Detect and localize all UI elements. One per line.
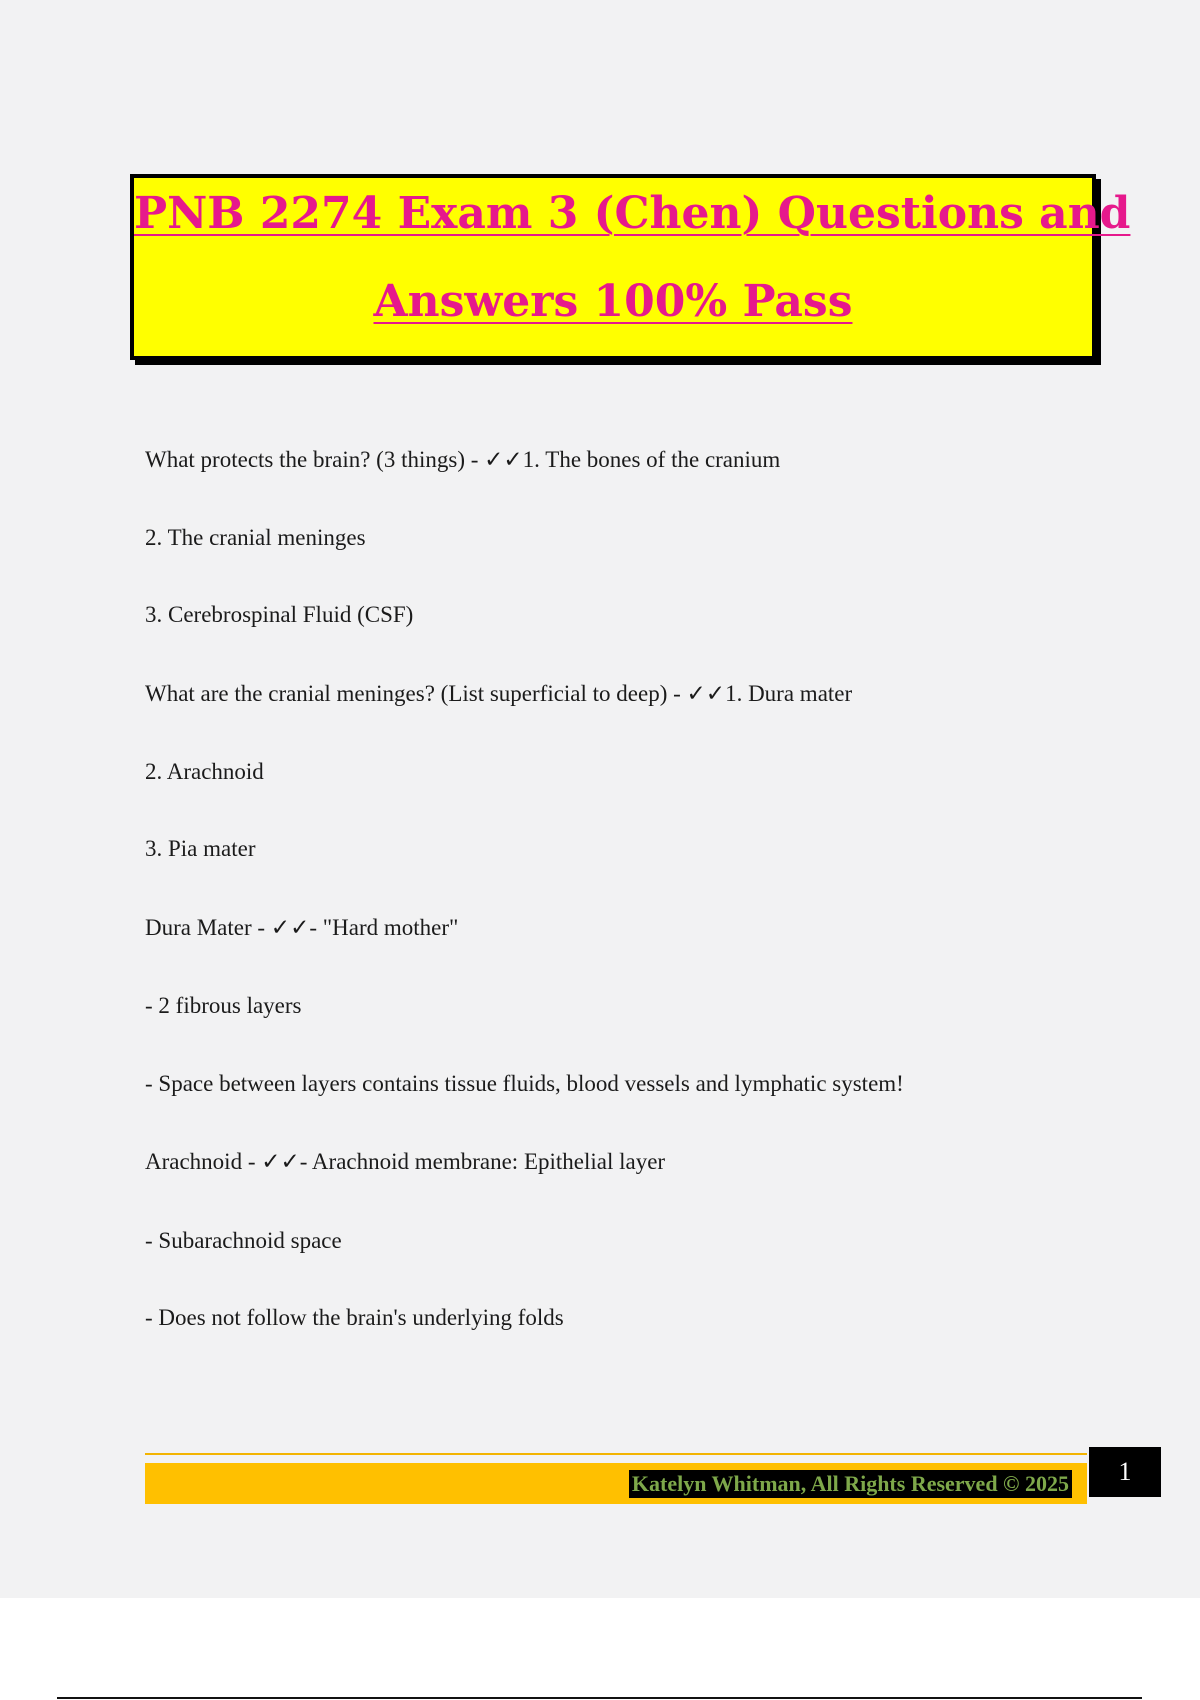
qa-line-answer: 3. Cerebrospinal Fluid (CSF)	[145, 602, 414, 627]
title-line-1: PNB 2274 Exam 3 (Chen) Questions and	[134, 188, 1131, 239]
footer-rule	[145, 1453, 1087, 1455]
footer-bar	[145, 1463, 1087, 1504]
title-box	[130, 174, 1131, 360]
qa-line-answer: 2. Arachnoid	[145, 759, 264, 784]
title-line-2: Answers 100% Pass	[373, 276, 853, 327]
page-number: 1	[1089, 1447, 1161, 1497]
qa-line-question-1: What protects the brain? (3 things) - ✓✓1. The bones of the cranium	[145, 447, 781, 472]
bottom-divider	[57, 1697, 1142, 1699]
footer-copyright: Katelyn Whitman, All Rights Reserved © 2025	[629, 1470, 1072, 1498]
qa-line-question-3: Dura Mater - ✓✓- "Hard mother"	[145, 915, 459, 940]
qa-line-answer: 3. Pia mater	[145, 836, 256, 861]
qa-line-answer: - Subarachnoid space	[145, 1228, 342, 1253]
qa-line-question-4: Arachnoid - ✓✓- Arachnoid membrane: Epithelial layer	[145, 1149, 666, 1174]
qa-line-answer: - Space between layers contains tissue fluids, blood vessels and lymphatic system!	[145, 1071, 904, 1096]
qa-line-question-2: What are the cranial meninges? (List superficial to deep) - ✓✓1. Dura mater	[145, 681, 853, 706]
qa-line-answer: - 2 fibrous layers	[145, 993, 302, 1018]
qa-line-answer: 2. The cranial meninges	[145, 525, 366, 550]
qa-line-answer: - Does not follow the brain's underlying folds	[145, 1305, 564, 1330]
